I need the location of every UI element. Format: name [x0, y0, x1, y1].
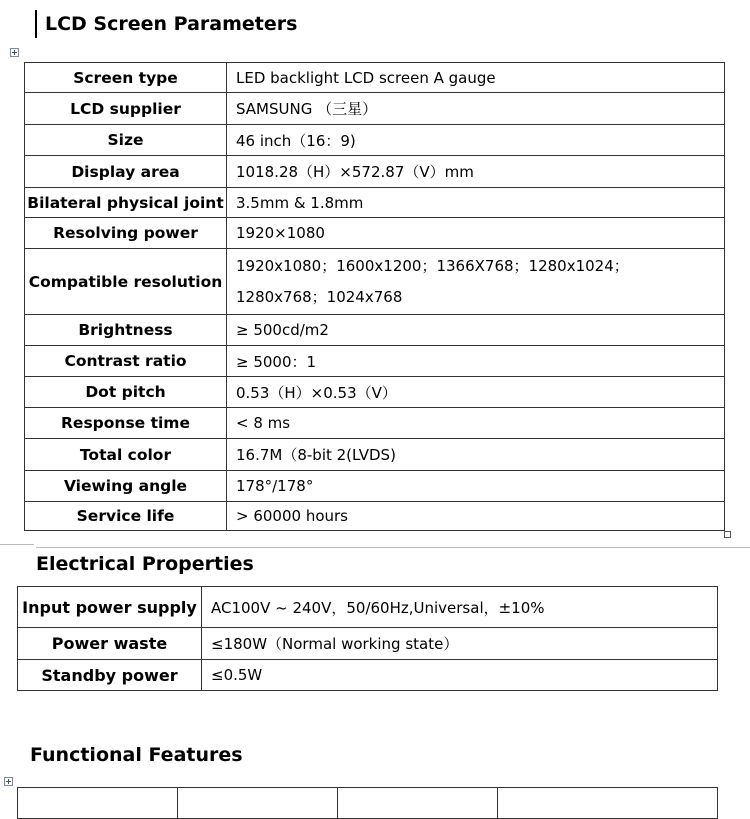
table-row — [25, 502, 725, 531]
row-label: Total color — [25, 439, 227, 471]
table-row — [18, 660, 718, 691]
table-row — [25, 63, 725, 93]
table-cell — [498, 788, 718, 819]
row-value: 178°/178° — [227, 471, 725, 502]
row-label: Dot pitch — [25, 377, 227, 408]
row-label: Size — [25, 125, 227, 156]
row-value: 46 inch（16：9) — [227, 125, 725, 156]
table-row — [25, 156, 725, 188]
row-value: ≤180W（Normal working state） — [202, 628, 718, 660]
table-cell — [338, 788, 498, 819]
table-cell — [178, 788, 338, 819]
row-label: LCD supplier — [25, 93, 227, 125]
table-row — [25, 93, 725, 125]
row-label: Contrast ratio — [25, 346, 227, 377]
functional-features-table — [17, 787, 718, 819]
row-value: ≤0.5W — [202, 660, 718, 691]
row-value: SAMSUNG （三星） — [227, 93, 725, 125]
value-line-1: 1920x1080；1600x1200；1366X768；1280x1024； — [236, 256, 629, 275]
electrical-section-title: Electrical Properties — [36, 553, 254, 575]
row-value: > 60000 hours — [227, 502, 725, 531]
value-line-2: 1280x768；1024x768 — [236, 287, 403, 306]
electrical-properties-table — [17, 586, 718, 691]
row-value: < 8 ms — [227, 408, 725, 439]
page-break-line — [36, 547, 750, 548]
table-row — [25, 249, 725, 315]
table-row — [25, 346, 725, 377]
row-value: LED backlight LCD screen A gauge — [227, 63, 725, 93]
row-label: Resolving power — [25, 218, 227, 249]
row-label: Bilateral physical joint — [25, 188, 227, 218]
table-row — [18, 628, 718, 660]
row-value: 3.5mm & 1.8mm — [227, 188, 725, 218]
table-row — [25, 439, 725, 471]
table-cell — [18, 788, 178, 819]
table-resize-handle[interactable] — [724, 531, 731, 538]
row-label: Brightness — [25, 315, 227, 346]
row-label: Input power supply — [18, 587, 202, 628]
row-label: Viewing angle — [25, 471, 227, 502]
table-row — [25, 471, 725, 502]
row-value: 1018.28（H）×572.87（V）mm — [227, 156, 725, 188]
row-value — [227, 249, 725, 315]
row-value: 0.53（H）×0.53（V） — [227, 377, 725, 408]
row-label: Power waste — [18, 628, 202, 660]
row-value: ≥ 500cd/m2 — [227, 315, 725, 346]
row-label: Screen type — [25, 63, 227, 93]
row-value: 16.7M（8-bit 2(LVDS) — [227, 439, 725, 471]
table-row — [25, 377, 725, 408]
table-row — [18, 788, 718, 819]
row-value: AC100V ~ 240V，50/60Hz,Universal，±10% — [202, 587, 718, 628]
lcd-section-title: LCD Screen Parameters — [35, 10, 297, 38]
row-label: Service life — [25, 502, 227, 531]
row-label: Standby power — [18, 660, 202, 691]
row-label: Response time — [25, 408, 227, 439]
table-move-handle-icon[interactable] — [10, 48, 19, 57]
row-label: Display area — [25, 156, 227, 188]
table-row — [25, 188, 725, 218]
row-value: ≥ 5000：1 — [227, 346, 725, 377]
page-break-line — [0, 544, 34, 545]
functional-section-title: Functional Features — [30, 744, 243, 766]
table-row — [25, 315, 725, 346]
table-row — [25, 218, 725, 249]
table-row — [25, 125, 725, 156]
table-row — [18, 587, 718, 628]
row-value: 1920×1080 — [227, 218, 725, 249]
table-row — [25, 408, 725, 439]
table-move-handle-icon[interactable] — [4, 777, 13, 786]
row-label: Compatible resolution — [25, 249, 227, 315]
lcd-parameters-table — [24, 62, 725, 531]
